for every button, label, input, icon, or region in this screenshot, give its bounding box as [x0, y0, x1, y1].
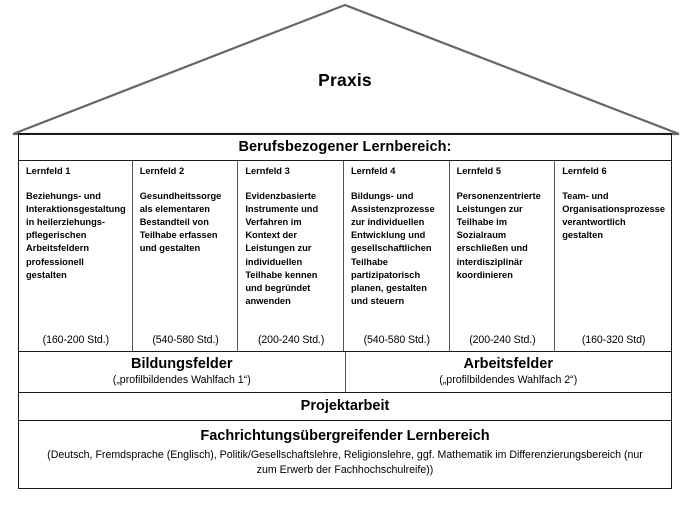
fachrichtung-subtitle: (Deutsch, Fremdsprache (Englisch), Politik/Gesellschaftslehre, Religionslehre, ggf. Mathematik im Differenzierungsbereich (nur zum Erwerb der Fachhochschulreife)) — [47, 448, 643, 477]
lernfeld-hours: (160-200 Std.) — [42, 334, 109, 346]
house-body — [18, 133, 672, 489]
arbeitsfelder-title: Arbeitsfelder — [463, 356, 553, 372]
projektarbeit-row: Projektarbeit — [19, 393, 671, 421]
fachrichtung-title: Fachrichtungsübergreifender Lernbereich — [200, 427, 490, 444]
lernfeld-description: Bildungs- und Assistenzprozesse zur individuellen Entwicklung und gesellschaftlichen Teilhabe partizipatorisch planen, gestalten und steuern — [350, 190, 435, 307]
lernfeld-heading: Lernfeld 6 — [562, 166, 607, 176]
lernfeld-description: Personenzentrierte Leistungen zur Teilhabe im Sozialraum erschließen und interdisziplinär koordinieren — [456, 190, 541, 280]
lernfeld-column-5 — [450, 161, 556, 351]
lernfeld-column-2 — [133, 161, 239, 351]
fachrichtungsuebergreifender-lernbereich-row — [19, 421, 671, 489]
lernfeld-hours: (200-240 Std.) — [257, 334, 325, 346]
lernfeld-hours: (200-240 Std.) — [469, 334, 536, 346]
lernfeld-column-1 — [19, 161, 133, 351]
lernfelder-row — [19, 161, 671, 352]
felder-row — [19, 352, 671, 393]
roof-label-praxis: Praxis — [318, 70, 372, 90]
lernfeld-hours: (160-320 Std) — [581, 334, 646, 346]
arbeitsfelder-subtitle: („profilbildendes Wahlfach 2“) — [439, 374, 578, 387]
bildungsfelder-title: Bildungsfelder — [130, 356, 233, 372]
lernfeld-heading: Lernfeld 5 — [456, 166, 501, 176]
lernfeld-column-3 — [238, 161, 344, 351]
lernfeld-hours: (540-580 Std.) — [152, 334, 219, 346]
lernfeld-description: Gesundheitssorge als elementaren Bestandteil von Teilhabe erfassen und gestalten — [139, 190, 222, 254]
roof-section — [0, 0, 690, 140]
lernfeld-column-4 — [344, 161, 450, 351]
bildungsfelder-subtitle: („profilbildendes Wahlfach 1“) — [112, 374, 251, 387]
berufsbezogener-lernbereich-title: Berufsbezogener Lernbereich: — [19, 135, 671, 161]
lernfeld-description: Evidenzbasierte Instrumente und Verfahren im Kontext der Leistungen zur individuellen Teilhabe kennen und begründet anwenden — [245, 190, 319, 307]
bildungsfelder-cell — [19, 352, 346, 392]
lernfeld-column-6 — [555, 161, 671, 351]
lernfeld-heading: Lernfeld 1 — [26, 166, 71, 176]
lernfeld-heading: Lernfeld 2 — [139, 166, 185, 176]
lernfeld-description: Beziehungs- und Interaktionsgestaltung in heilerziehungs-pflegerischen Arbeitsfeldern professionell gestalten — [26, 190, 126, 280]
arbeitsfelder-cell — [346, 352, 672, 392]
lernfeld-hours: (540-580 Std.) — [363, 334, 430, 346]
lernfeld-heading: Lernfeld 4 — [350, 166, 396, 176]
lernfeld-description: Team- und Organisationsprozesse verantwortlich gestalten — [562, 190, 666, 241]
lernfeld-heading: Lernfeld 3 — [245, 166, 290, 176]
